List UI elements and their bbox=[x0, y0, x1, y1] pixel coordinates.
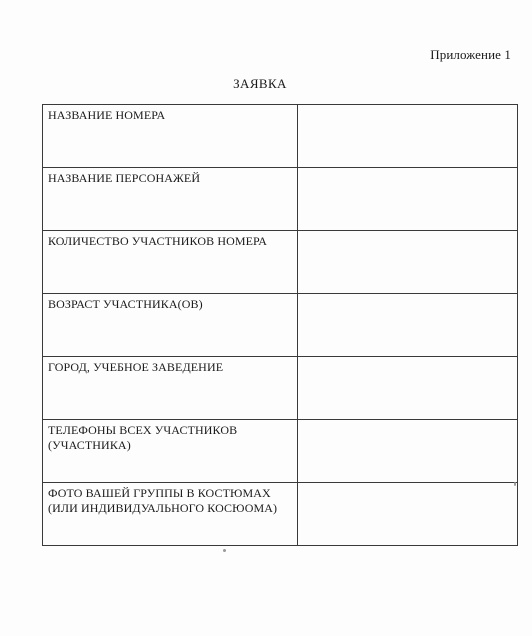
form-row-label: ВОЗРАСТ УЧАСТНИКА(ОВ) bbox=[43, 294, 298, 357]
form-row-label: НАЗВАНИЕ НОМЕРА bbox=[43, 105, 298, 168]
form-row-label: ТЕЛЕФОНЫ ВСЕХ УЧАСТНИКОВ (УЧАСТНИКА) bbox=[43, 420, 298, 483]
form-row-value[interactable] bbox=[298, 105, 518, 168]
form-row-photo bbox=[43, 483, 518, 546]
form-row-value[interactable] bbox=[298, 294, 518, 357]
form-row-value[interactable] bbox=[298, 357, 518, 420]
form-row-participant-count bbox=[43, 231, 518, 294]
form-row-city-school bbox=[43, 357, 518, 420]
form-row-label: ГОРОД, УЧЕБНОЕ ЗАВЕДЕНИЕ bbox=[43, 357, 298, 420]
form-row-label: ФОТО ВАШЕЙ ГРУППЫ В КОСТЮМАХ (ИЛИ ИНДИВИДУАЛЬНОГО КОСЮОМА) bbox=[43, 483, 298, 546]
application-form-table bbox=[42, 104, 518, 546]
form-row-value[interactable] bbox=[298, 168, 518, 231]
document-title: ЗАЯВКА bbox=[233, 76, 287, 91]
form-row-label: КОЛИЧЕСТВО УЧАСТНИКОВ НОМЕРА bbox=[43, 231, 298, 294]
form-row-value[interactable] bbox=[298, 420, 518, 483]
appendix-label: Приложение 1 bbox=[430, 47, 511, 62]
form-row-label: НАЗВАНИЕ ПЕРСОНАЖЕЙ bbox=[43, 168, 298, 231]
scan-speck bbox=[514, 482, 516, 486]
form-row-age bbox=[43, 294, 518, 357]
form-row-phones bbox=[43, 420, 518, 483]
form-row-value[interactable] bbox=[298, 231, 518, 294]
scan-speck bbox=[223, 549, 226, 552]
form-row-act-name bbox=[43, 105, 518, 168]
form-row-characters bbox=[43, 168, 518, 231]
form-row-value[interactable] bbox=[298, 483, 518, 546]
